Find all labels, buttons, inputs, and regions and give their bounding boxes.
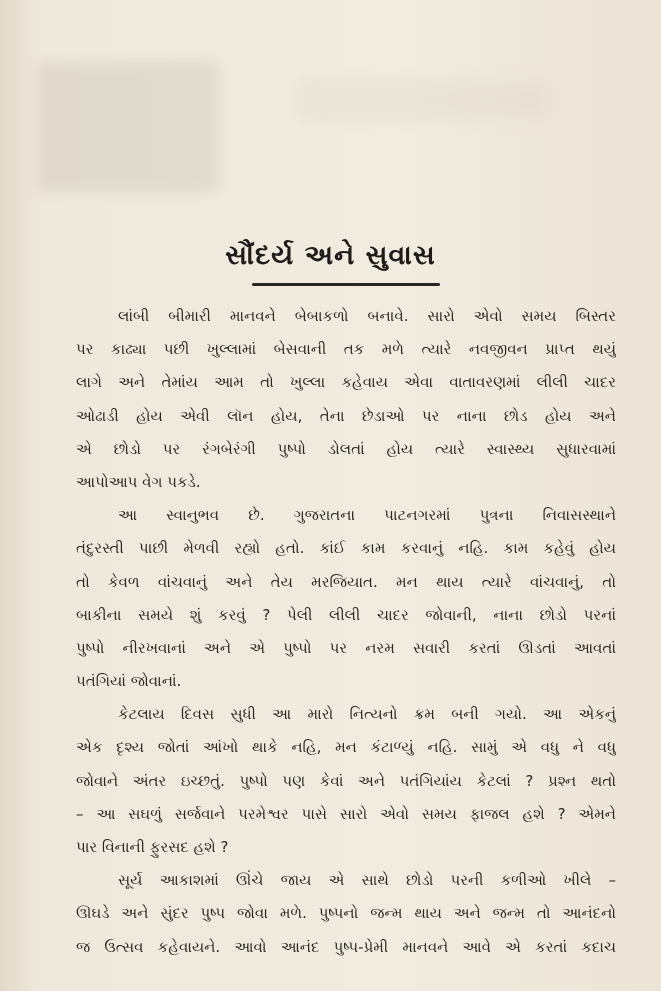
text-line: બાકીના સમયે શું કરવું ? પેલી લીલી ચાદર જોવાની, નાના છોડો પરનાં	[76, 605, 616, 624]
text-line: સૂર્ય આકાશમાં ઊંચે જાય એ સાથે છોડો પરની કળીઓ ખીલે –	[118, 871, 616, 890]
text-line: લાંબી બીમારી માનવને બેબાકળો બનાવે. સારો એવો સમય બિસ્તર	[118, 307, 616, 325]
title-underline	[252, 283, 440, 286]
text-line: તંદુરસ્તી પાછી મેળવી રહ્યો હતો. કાંઈ કામ કરવાનું નહિ. કામ કહેવું હોય	[76, 539, 616, 558]
text-line: લાગે અને તેમાંય આમ તો ખુલ્લા કહેવાય એવા વાતાવરણમાં લીલી ચાદર	[76, 373, 616, 392]
text-line: પુષ્પો નીરખવાનાં અને એ પુષ્પો પર નરમ સવારી કરતાં ઊડતાં આવતાં	[76, 638, 616, 657]
text-line: આપોઆપ વેગ પકડે.	[76, 472, 201, 491]
text-line: કેટલાય દિવસ સુધી આ મારો નિત્યનો ક્રમ બની ગયો. આ એકનું	[118, 705, 616, 724]
text-line: – આ સઘળું સર્જવાને પરમેશ્વર પાસે સારો એવો સમય ફાજલ હશે ? એમને	[76, 804, 616, 823]
page-smudge	[38, 62, 218, 192]
chapter-title: સૌંદર્ય અને સુવાસ	[225, 240, 436, 271]
text-line: ઓઢાડી હોય એવી લૉન હોય, તેના છેડાઓ પર નાના છોડ હોય અને	[76, 406, 616, 425]
text-line: ઊઘડે અને સુંદર પુષ્પ જોવા મળે. પુષ્પનો જન્મ થાય અને જન્મ તો આનંદનો	[76, 904, 616, 923]
text-line: પતંગિયાં જોવાનાં.	[76, 672, 182, 691]
text-line: તો કેવળ વાંચવાનું અને તેય મરજિયાત. મન થાય ત્યારે વાંચવાનું, તો	[76, 572, 616, 591]
body-text	[76, 300, 616, 964]
text-line: જોવાને અંતર ઇચ્છતું. પુષ્પો પણ કેવાં અને પતંગિયાંય કેટલાં ? પ્રશ્ન થતો	[76, 771, 616, 790]
text-line: પાર વિનાની ફુરસદ હશે ?	[76, 838, 229, 856]
page-bleed-through	[300, 80, 550, 120]
text-line: એ છોડો પર રંગબેરંગી પુષ્પો ડોલતાં હોય ત્યારે સ્વાસ્થ્ય સુધારવામાં	[76, 439, 616, 458]
text-line: આ સ્વાનુભવ છે. ગુજરાતના પાટનગરમાં પુત્રના નિવાસસ્થાને	[118, 506, 616, 525]
text-line: પર કાઢ્યા પછી ખુલ્લામાં બેસવાની તક મળે ત્યારે નવજીવન પ્રાપ્ત થયું	[76, 340, 616, 359]
text-line: એક દૃશ્ય જોતાં આંખો થાકે નહિ, મન કંટાળ્યું નહિ. સામું એ વધુ ને વધુ	[76, 738, 616, 757]
text-line: જ ઉત્સવ કહેવાયને. આવો આનંદ પુષ્પ-પ્રેમી માનવને આવે એ કરતાં કદાચ	[76, 937, 616, 956]
